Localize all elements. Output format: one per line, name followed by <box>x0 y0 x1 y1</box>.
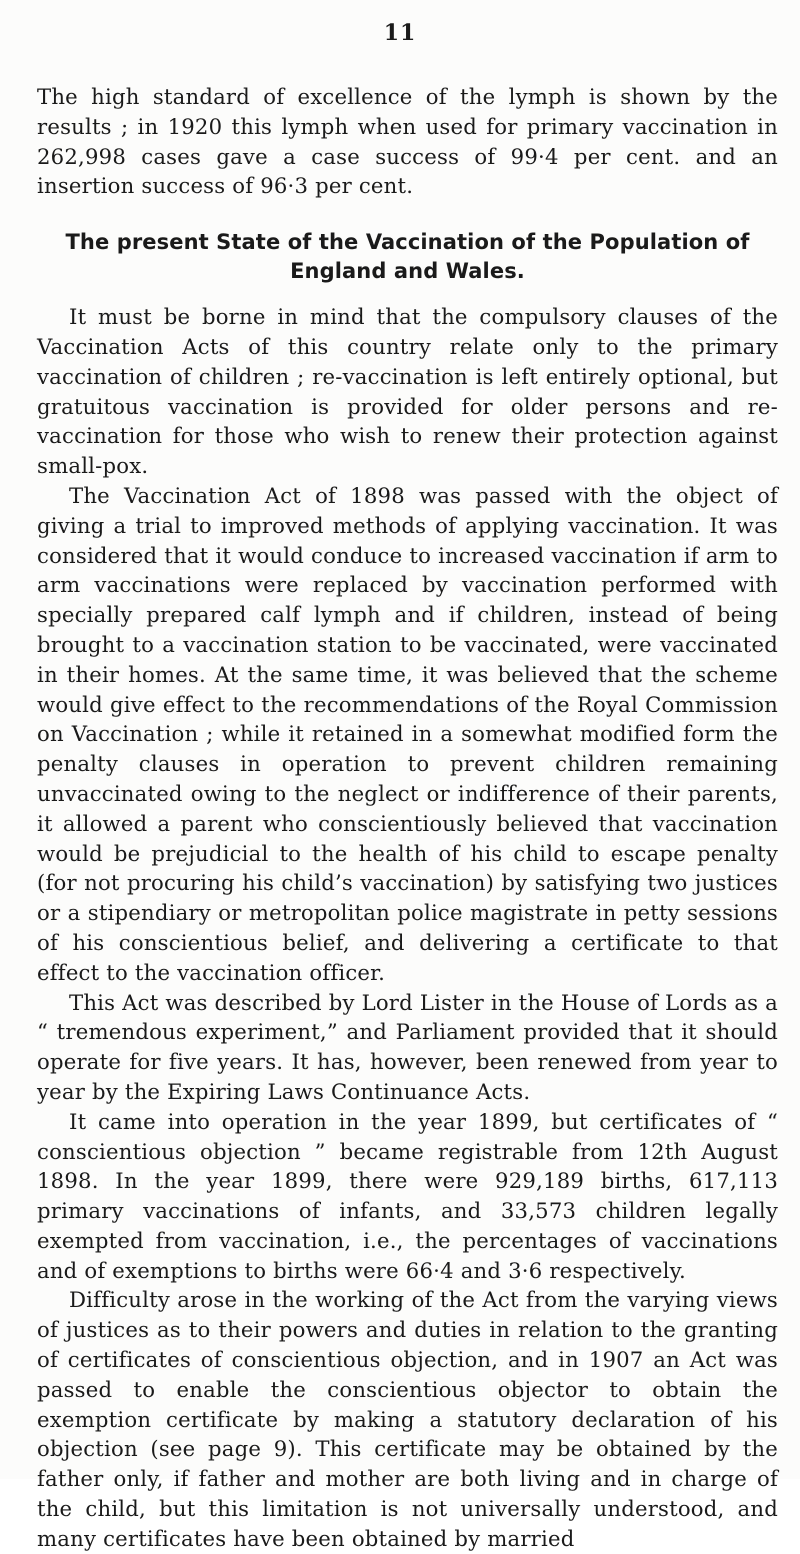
paragraph-act-of-1907: Difficulty arose in the working of the Act from the varying views of justices as to their powers and duties in relation to the granting of certificates of conscientious objection, and in 1907 an Act was passed to enable the conscientious objector to obtain the exemption certificate by making a statutory declaration of his objection (see page 9). This certificate may be obtained by the father only, if father and mother are both living and in charge of the child, but this limitation is not universally understood, and many certificates have been obtained by married <box>37 1287 778 1551</box>
paragraph-lord-lister: This Act was described by Lord Lister in the House of Lords as a “ tremendous experiment,” and Parliament provided that it should operate for five years. It has, however, been renewed from year to year by the Expiring Laws Continuance Acts. <box>37 989 778 1104</box>
paragraph-operation-1899: It came into operation in the year 1899, but certificates of “ conscientious objection ” became registrable from 12th August 1898. In the year 1899, there were 929,189 births, 617,113 primary vaccinations of infants, and 33,573 children legally exempted from vaccination, i.e., the percentages of vaccinations and of exemptions to births were 66·4 and 3·6 respectively. <box>37 1108 778 1283</box>
paragraph-compulsory-clauses: It must be borne in mind that the compulsory clauses of the Vaccination Acts of this country relate only to the primary vaccination of children ; re-vaccination is left entirely optional, but gratuitous vaccination is provided for older persons and re-vaccination for those who wish to renew their protection against small-pox. <box>37 304 778 479</box>
page-number: 11 <box>383 20 417 46</box>
section-heading: The present State of the Vaccination of the Population of England and Wales. <box>65 230 750 284</box>
paragraph-act-of-1898: The Vaccination Act of 1898 was passed with the object of giving a trial to improved methods of applying vaccination. It was considered that it would conduce to increased vaccination if arm to arm vaccinations were replaced by vaccination performed with specially prepared calf lymph and if children, instead of being brought to a vaccination station to be vaccinated, were vaccinated in their homes. At the same time, it was believed that the scheme would give effect to the recommendations of the Royal Commission on Vaccination ; while it retained in a somewhat modified form the penalty clauses in operation to prevent children remaining unvaccinated owing to the neglect or indifference of their parents, it allowed a parent who conscientiously believed that vaccination would be prejudicial to the health of his child to escape penalty (for not procuring his child’s vaccination) by satisfying two justices or a stipendiary or metropolitan police magistrate in petty sessions of his conscientious belief, and delivering a certificate to that effect to the vaccination officer. <box>37 482 778 985</box>
intro-paragraph: The high standard of excellence of the lymph is shown by the results ; in 1920 this lymph when used for primary vaccination in 262,998 cases gave a case success of 99·4 per cent. and an insertion success of 96·3 per cent. <box>37 84 778 199</box>
body-text <box>37 82 778 1554</box>
